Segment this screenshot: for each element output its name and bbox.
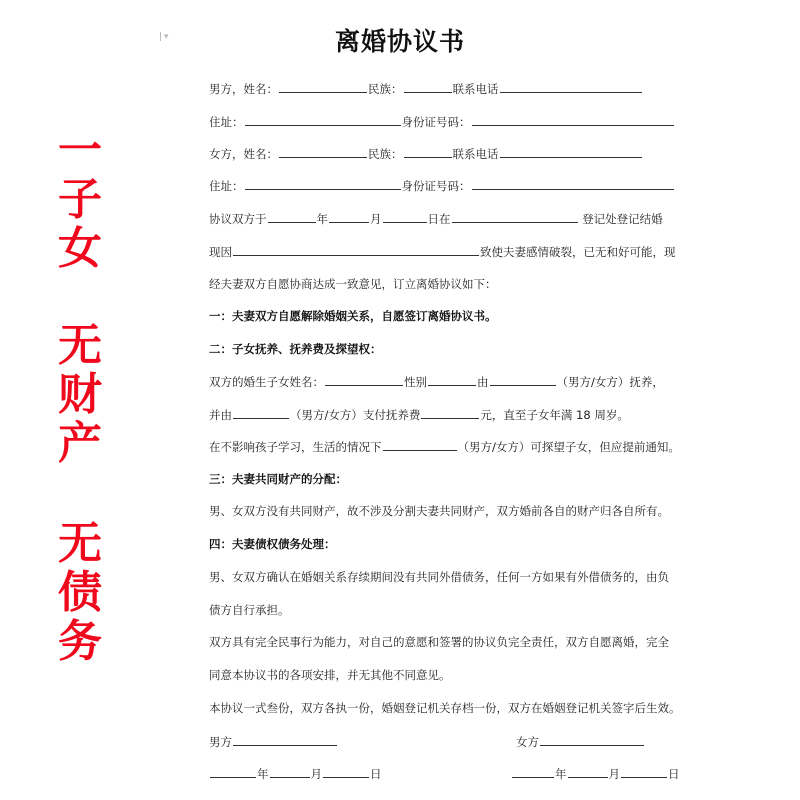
marriage-day-field[interactable] <box>383 210 427 223</box>
section-4-text-2: 债方自行承担。 <box>209 603 290 617</box>
female-address-row: 住址： 身份证号码： <box>209 177 675 194</box>
banner-char: 无 <box>58 320 102 371</box>
copies-text: 本协议一式叁份，双方各执一份，婚姻登记机关存档一份，双方在婚姻登记机关签字后生效。 <box>209 701 681 715</box>
marriage-date-row: 协议双方于 年 月 日在 登记处登记结婚 <box>209 212 663 226</box>
female-id-field[interactable] <box>472 177 674 190</box>
male-sign-month-field[interactable] <box>270 765 310 778</box>
female-sign-day-field[interactable] <box>621 765 667 778</box>
reason-field[interactable] <box>233 243 479 256</box>
visitation-row: 在不影响孩子学习，生活的情况下 （男方/女方）可探望子女，但应提前通知。 <box>209 440 680 454</box>
section-4-text-1: 男、女双方确认在婚姻关系存续期间没有共同外借债务，任何一方如果有外借债务的，由负 <box>209 570 669 584</box>
female-signature-row: 女方 <box>516 733 645 750</box>
male-name-field[interactable] <box>279 80 367 93</box>
paragraph-marker: ▾ <box>160 32 174 42</box>
registry-office-field[interactable] <box>452 210 578 223</box>
female-name-field[interactable] <box>279 145 367 158</box>
male-signature-field[interactable] <box>233 733 337 746</box>
female-signature-field[interactable] <box>540 733 644 746</box>
male-info-row: 男方，姓名： 民族： 联系电话 <box>209 80 643 97</box>
document-title: 离婚协议书 <box>334 27 465 56</box>
marriage-year-field[interactable] <box>268 210 316 223</box>
banner-char: 产 <box>58 418 102 469</box>
custodian-field[interactable] <box>490 373 556 386</box>
male-ethnicity-field[interactable] <box>404 80 452 93</box>
section-3-heading: 三：夫妻共同财产的分配： <box>209 472 347 486</box>
female-date-row: 年 月 日 <box>511 765 680 782</box>
capacity-text-1: 双方具有完全民事行为能力，对自己的意愿和签署的协议负完全责任，双方自愿离婚，完全 <box>209 635 669 649</box>
female-phone-field[interactable] <box>500 145 642 158</box>
banner-char: 务 <box>58 616 102 667</box>
support-row: 并由 （男方/女方）支付抚养费 元，直至子女年满 18 周岁。 <box>209 408 629 422</box>
section-2-heading: 二：子女抚养、抚养费及探望权： <box>209 342 382 356</box>
male-phone-field[interactable] <box>500 80 642 93</box>
banner-char: 无 <box>58 518 102 569</box>
female-address-field[interactable] <box>245 177 401 190</box>
reason-row: 现因 致使夫妻感情破裂，已无和好可能，现 <box>209 245 676 259</box>
banner-char: 女 <box>58 223 102 274</box>
support-amount-field[interactable] <box>421 406 479 419</box>
marriage-month-field[interactable] <box>329 210 369 223</box>
banner-char: 债 <box>58 567 102 618</box>
visitor-field[interactable] <box>383 438 457 451</box>
male-sign-year-field[interactable] <box>210 765 256 778</box>
female-sign-month-field[interactable] <box>568 765 608 778</box>
male-address-row: 住址： 身份证号码： <box>209 113 675 130</box>
female-sign-year-field[interactable] <box>512 765 554 778</box>
banner-char: 子 <box>58 174 102 225</box>
banner-char: 一 <box>58 125 102 176</box>
child-name-field[interactable] <box>325 373 403 386</box>
male-address-field[interactable] <box>245 113 401 126</box>
section-1-heading: 一：夫妻双方自愿解除婚姻关系，自愿签订离婚协议书。 <box>209 309 497 323</box>
payer-field[interactable] <box>233 406 289 419</box>
male-id-field[interactable] <box>472 113 674 126</box>
female-info-row: 女方，姓名： 民族： 联系电话 <box>209 145 643 162</box>
child-info-row: 双方的婚生子女姓名： 性别 由 （男方/女方）抚养， <box>209 375 664 389</box>
banner-char: 财 <box>58 369 102 420</box>
section-3-text: 男、女双方没有共同财产，故不涉及分割夫妻共同财产，双方婚前各自的财产归各自所有。 <box>209 504 669 518</box>
consensus-row: 经夫妻双方自愿协商达成一致意见，订立离婚协议如下： <box>209 277 497 291</box>
female-ethnicity-field[interactable] <box>404 145 452 158</box>
male-signature-row: 男方 <box>209 733 338 750</box>
capacity-text-2: 同意本协议书的各项安排，并无其他不同意见。 <box>209 668 451 682</box>
section-4-heading: 四：夫妻债权债务处理： <box>209 537 336 551</box>
male-sign-day-field[interactable] <box>323 765 369 778</box>
child-gender-field[interactable] <box>428 373 476 386</box>
male-date-row: 年 月 日 <box>209 765 382 782</box>
